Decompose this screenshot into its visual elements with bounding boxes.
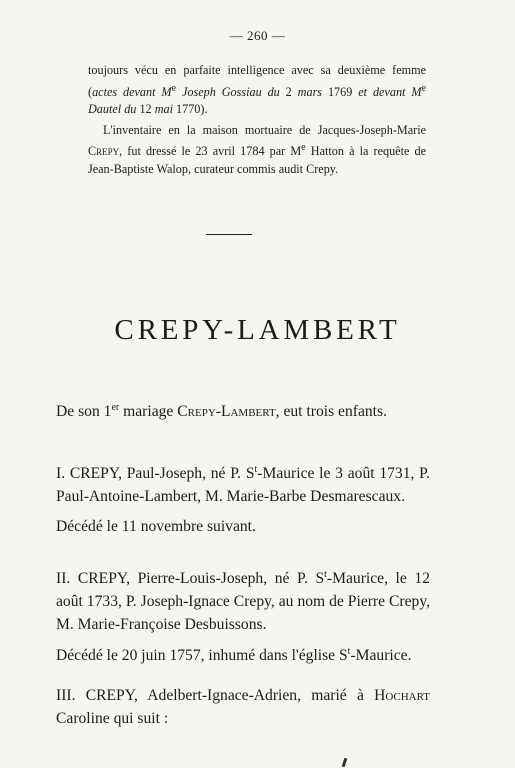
small-caps-name: Hochart <box>374 687 430 704</box>
text: Décédé le 20 juin 1757, inhumé dans l'église S <box>56 647 348 665</box>
page-number: — 260 — <box>229 28 286 43</box>
superscript: e <box>421 82 427 94</box>
text: mariage <box>119 403 178 421</box>
child-entry-1 <box>56 458 430 538</box>
text: 12 <box>136 102 155 117</box>
italic-text: mars <box>297 84 323 99</box>
intro-paragraph <box>56 396 430 423</box>
italic-text: et devant M <box>358 84 422 99</box>
text: I. CREPY, Paul-Joseph, né P. S <box>56 465 255 483</box>
top-paragraph-text <box>88 62 426 119</box>
superscript: er <box>111 402 120 413</box>
small-caps-name: Crepy <box>88 144 120 159</box>
text: De son 1 <box>56 403 112 421</box>
italic-text: mai <box>154 102 173 117</box>
intro-text <box>56 396 430 423</box>
line: toujours vécu en parfaite intelligence avec sa deuxième <box>88 63 386 77</box>
text: 1770). <box>172 102 208 117</box>
line: femme ( <box>88 63 427 99</box>
child-1-death: Décédé le 11 novembre suivant. <box>56 518 256 536</box>
inventory-paragraph <box>88 122 426 179</box>
italic-text: actes devant M <box>92 84 172 99</box>
child-entry-2 <box>56 563 430 667</box>
italic-text: Dautel du <box>88 102 137 117</box>
text: Hatton à la requête de Jean-Baptiste Walop, curateur commis audit Crepy. <box>88 144 426 177</box>
section-divider <box>206 234 252 235</box>
italic-text: Joseph Gossiau du <box>176 84 280 99</box>
text: 2 <box>279 84 298 99</box>
text: -Maurice le 3 août 1731, P. Paul-Antoine-Lambert, M. Marie-Barbe Desmarescaux. <box>56 465 431 506</box>
text: -Maurice, le 12 août 1733, P. Joseph-Ignace Crepy, au nom de Pierre Crepy, M. Marie-Françoise Desbuissons. <box>56 570 431 634</box>
child-2-death <box>56 640 430 667</box>
top-paragraph <box>88 62 426 179</box>
superscript: t <box>254 464 258 475</box>
superscript: t <box>324 569 327 580</box>
superscript: t <box>347 646 351 658</box>
text: II. CREPY, Pierre-Louis-Joseph, né P. S <box>56 570 325 588</box>
ink-mark <box>342 758 348 767</box>
child-2-text <box>56 563 430 636</box>
small-caps-name: Crepy-Lambert <box>177 403 276 421</box>
child-3-text <box>56 684 430 730</box>
text: Caroline qui suit : <box>56 710 169 727</box>
text: III. CREPY, Adelbert-Ignace-Adrien, marié à <box>56 687 375 704</box>
superscript: e <box>301 142 306 154</box>
text: , fut dressé le 23 avril 1784 par M <box>119 144 302 159</box>
text: L'inventaire en la maison mortuaire de Jacques-Joseph-Marie <box>103 122 426 137</box>
text: , eut trois enfants. <box>275 403 387 421</box>
section-heading: CREPY-LAMBERT <box>114 314 401 346</box>
text: 1769 <box>322 84 353 99</box>
child-entry-3 <box>56 684 430 730</box>
superscript: e <box>171 82 177 94</box>
text: -Maurice. <box>350 647 412 665</box>
child-1-text <box>56 458 430 508</box>
